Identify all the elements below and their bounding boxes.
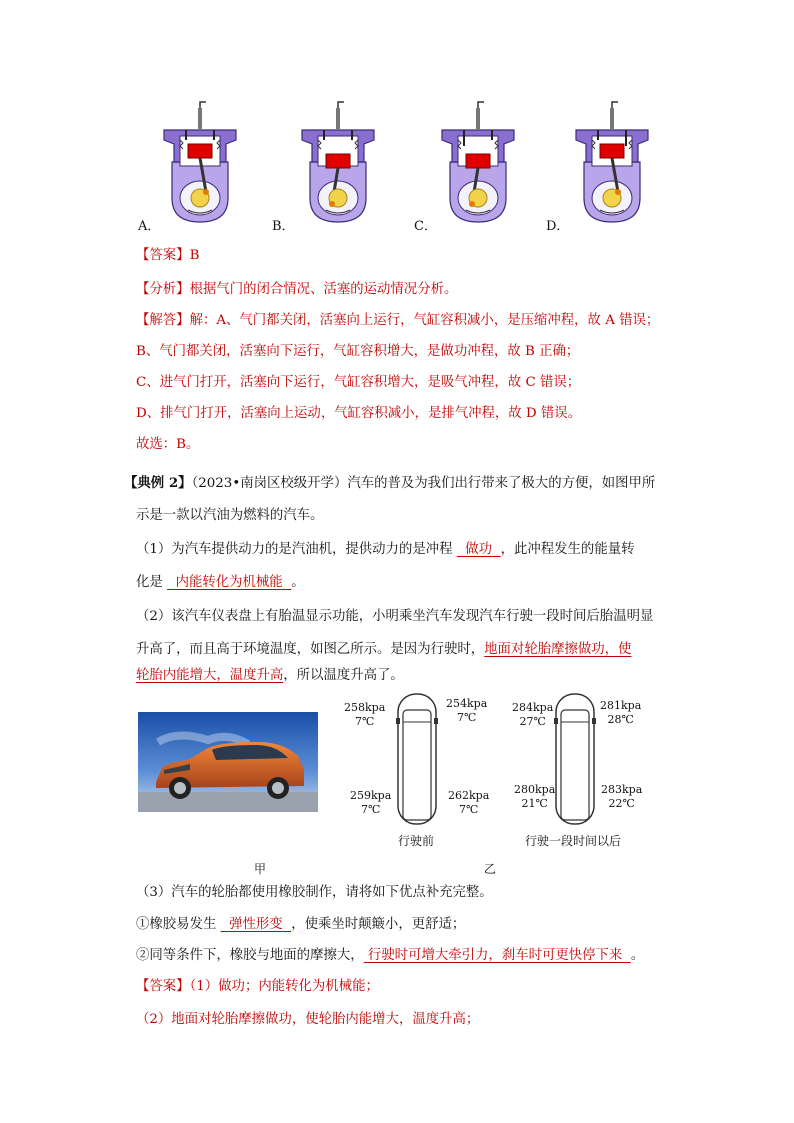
q2-line-a: （2）该汽车仪表盘上有胎温显示功能，小明乘坐汽车发现汽车行驶一段时间后胎温明显	[136, 609, 654, 624]
q1b-end: 。	[291, 575, 305, 590]
car-outline-before	[396, 692, 438, 826]
solution-line-b: B、气门都关闭，活塞向下运行，气缸容积增大，是做功冲程，故 B 正确；	[136, 344, 580, 359]
example2-text-1: （2023•南岗区校级开学）汽车的普及为我们出行带来了极大的方便，如图甲所	[191, 476, 656, 491]
spark-wire	[612, 102, 618, 108]
solution-text-a: 解：A、气门都关闭，活塞向上运行，气缸容积减小，是压缩冲程，故 A 错误；	[189, 313, 660, 328]
answer2-text: （1）做功；内能转化为机械能；	[189, 979, 379, 994]
engine-diagram-d	[572, 100, 652, 225]
q2-line-b	[136, 640, 631, 660]
q3b-answer-text: 行驶时可增大牵引力，刹车时可更快停下来	[367, 948, 623, 963]
piston	[466, 154, 490, 168]
after-rear-right: 283kpa 22℃	[601, 783, 643, 810]
before-rear-right: 262kpa 7℃	[448, 789, 490, 816]
crank-pin	[469, 201, 475, 207]
before-front-left: 258kpa 7℃	[344, 701, 386, 728]
answer2-line-1	[136, 977, 379, 997]
spark-plug	[610, 108, 614, 130]
analysis-line	[136, 280, 457, 300]
solution-label: 【解答】	[136, 313, 190, 328]
caption-before: 行驶前	[398, 834, 435, 848]
q2-answer-part2: 轮胎内能增大，温度升高	[136, 668, 284, 683]
solution-line-1	[136, 311, 659, 331]
after-front-left: 284kpa 27℃	[512, 701, 554, 728]
q3-line: （3）汽车的轮胎都使用橡胶制作，请将如下优点补充完整。	[136, 885, 493, 900]
after-front-right: 281kpa 28℃	[600, 699, 642, 726]
answer-line-1	[136, 246, 199, 266]
q1-text: （1）为汽车提供动力的是汽油机，提供动力的是冲程	[136, 542, 453, 557]
q3a-answer-text: 弹性形变	[229, 917, 283, 932]
q1b-text: 化是	[136, 575, 163, 590]
engine-diagram-b	[298, 100, 378, 225]
q1-answer-stroke-text: 做功	[465, 542, 493, 557]
crank-pin	[615, 189, 621, 195]
piston	[188, 144, 212, 158]
option-a-label[interactable]: A．	[138, 219, 161, 234]
example2-label: 【典例 2】	[124, 475, 192, 491]
example2-line-1	[124, 473, 655, 494]
q2c-end: ，所以温度升高了。	[283, 668, 404, 683]
spark-wire	[200, 102, 206, 108]
option-b-label[interactable]: B．	[272, 219, 295, 234]
answer-label: 【答案】	[136, 248, 190, 263]
answer2-line-2: （2）地面对轮胎摩擦做功，使轮胎内能增大，温度升高；	[136, 1012, 480, 1027]
option-d-label[interactable]: D．	[546, 219, 570, 234]
q2b-text: 升高了，而且高于环境温度，如图乙所示。是因为行驶时，	[136, 642, 485, 657]
answer-value: B	[189, 248, 200, 263]
q2-answer-part1: 地面对轮胎摩擦做功，使	[484, 642, 632, 657]
q1-line-b	[136, 573, 305, 593]
solution-choice: 故选：B。	[136, 437, 200, 452]
piston	[600, 144, 624, 158]
figure-label-yi: 乙	[484, 862, 497, 876]
engine-diagram-a	[160, 100, 240, 225]
q3a-answer	[221, 917, 292, 932]
solution-line-d: D、排气门打开，活塞向上运动，气缸容积减小，是排气冲程，故 D 错误。	[136, 406, 582, 421]
car-photo	[138, 712, 318, 812]
q2-line-c	[136, 666, 404, 686]
q3b-line	[136, 946, 644, 966]
spark-wire	[478, 102, 484, 108]
q3a-line	[136, 915, 465, 935]
before-rear-left: 259kpa 7℃	[350, 789, 392, 816]
q1-text-end: ，此冲程发生的能量转	[500, 542, 635, 557]
q1-answer-stroke	[457, 542, 501, 557]
before-front-right: 254kpa 7℃	[446, 697, 488, 724]
spark-plug	[476, 108, 480, 130]
crank-pin	[329, 201, 335, 207]
option-c-label[interactable]: C．	[414, 219, 437, 234]
caption-after: 行驶一段时间以后	[525, 834, 622, 848]
q3b-text: ②同等条件下，橡胶与地面的摩擦大，	[136, 948, 364, 963]
after-rear-left: 280kpa 21℃	[514, 783, 556, 810]
car-outline-after	[554, 692, 596, 826]
q1-answer-energy-text: 内能转化为机械能	[175, 575, 283, 590]
q3a-end: ，使乘坐时颠簸小，更舒适；	[291, 917, 466, 932]
solution-line-c: C、进气门打开，活塞向下运行，气缸容积增大，是吸气冲程，故 C 错误；	[136, 375, 581, 390]
piston	[326, 154, 350, 168]
q3a-text: ①橡胶易发生	[136, 917, 217, 932]
q3b-answer	[364, 948, 631, 963]
spark-wire	[338, 102, 344, 108]
engine-diagram-c	[438, 100, 518, 225]
figure-label-jia: 甲	[254, 862, 267, 876]
example2-line-2: 示是一款以汽油为燃料的汽车。	[136, 508, 324, 523]
answer2-label: 【答案】	[136, 979, 190, 994]
crank-pin	[203, 189, 209, 195]
spark-plug	[336, 108, 340, 130]
q3b-end: 。	[630, 948, 645, 963]
analysis-text: 根据气门的闭合情况、活塞的运动情况分析。	[189, 282, 458, 297]
q1-line-a	[136, 540, 635, 560]
analysis-label: 【分析】	[136, 282, 190, 297]
q1-answer-energy	[167, 575, 291, 590]
spark-plug	[198, 108, 202, 130]
